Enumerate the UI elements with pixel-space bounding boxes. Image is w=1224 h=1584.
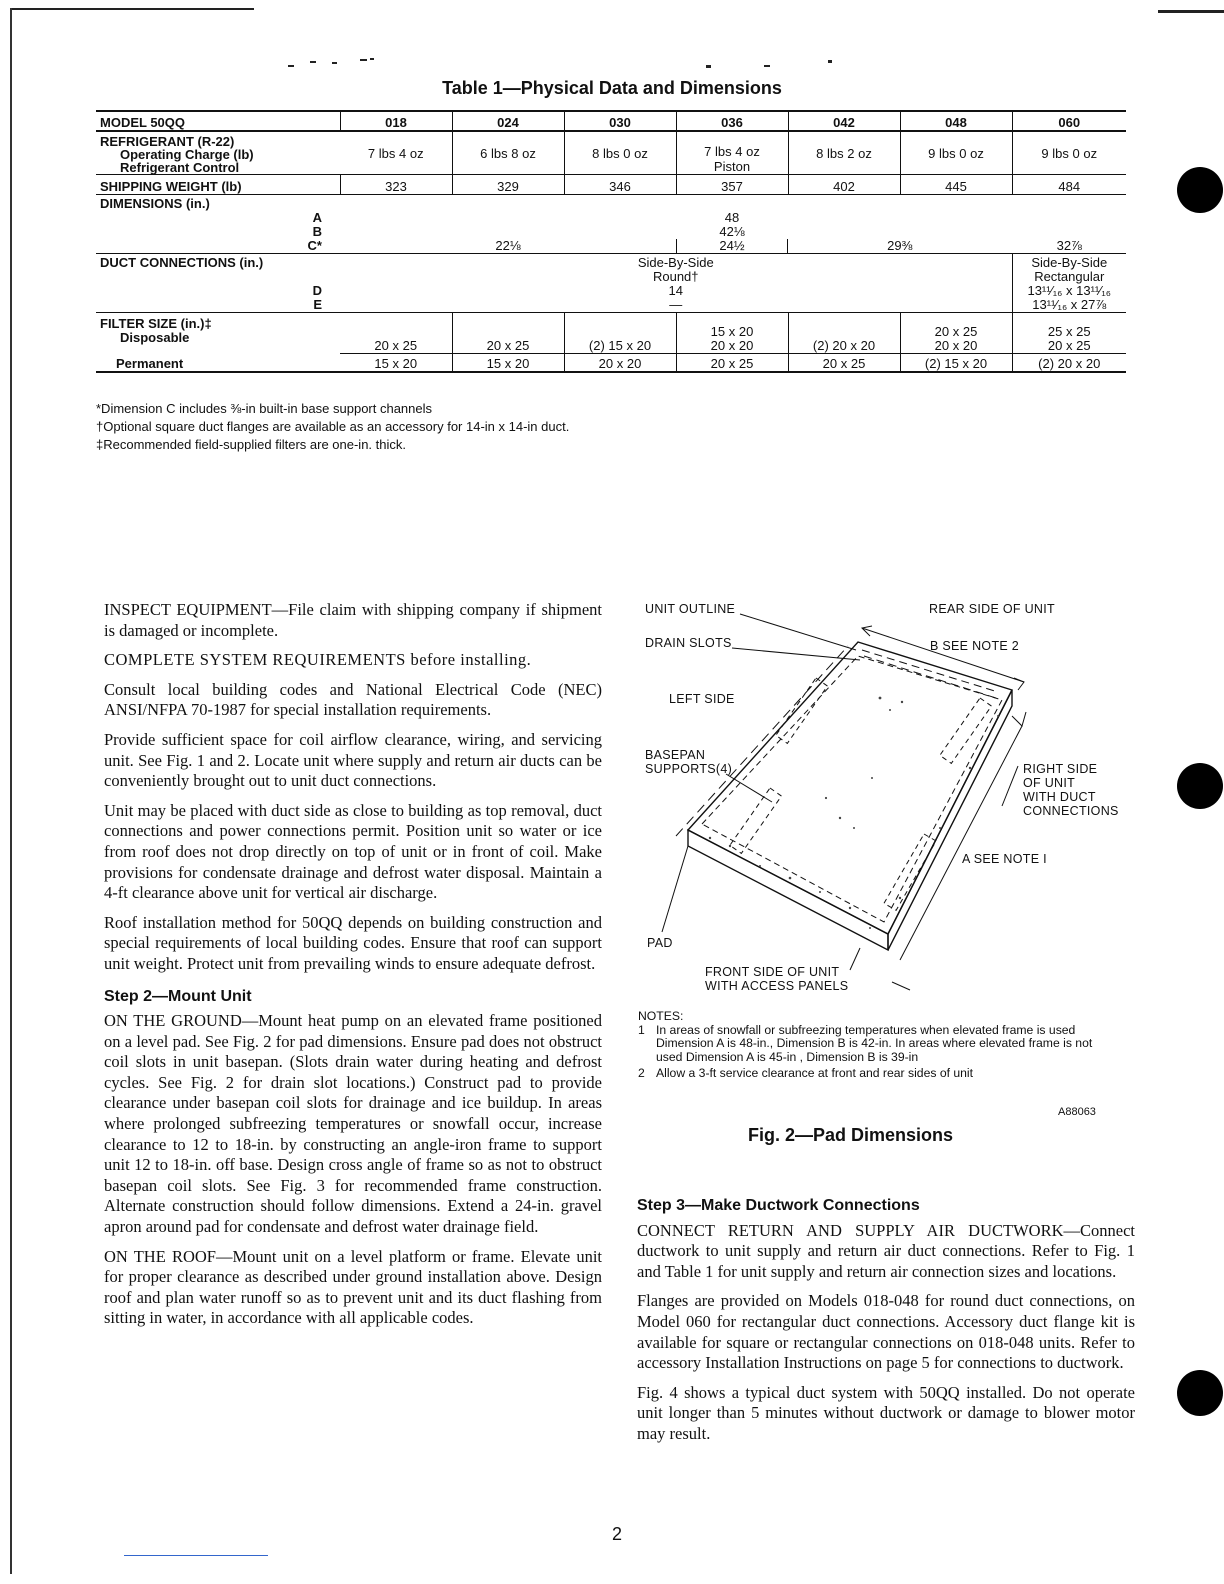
model-header: 030 xyxy=(564,111,676,131)
figure-code: A88063 xyxy=(1058,1106,1096,1118)
right-column xyxy=(637,1196,1135,1454)
provide-paragraph: Provide sufficient space for coil airflow clearance, wiring, and servicing unit. See Fig. 1 and 2. Locate unit where supply and return air ducts can be conveniently brought out to unit duct connections. xyxy=(104,729,602,791)
operating-charge-cell: 8 lbs 0 oz xyxy=(564,131,676,175)
label-basepan-supports: BASEPAN SUPPORTS(4) xyxy=(645,748,733,776)
scan-mark-top-right xyxy=(1158,10,1224,13)
filter-label-cell xyxy=(96,313,340,354)
shipping-weight-cell: 445 xyxy=(900,175,1012,195)
leader-right-side xyxy=(1002,766,1018,806)
refrigerant-row xyxy=(96,131,1126,175)
note-2-text: Allow a 3-ft service clearance at front and rear sides of unit xyxy=(656,1066,974,1080)
disposable-cell xyxy=(1012,313,1126,354)
model-label: MODEL 50QQ xyxy=(96,111,340,131)
pad-top-outline xyxy=(688,642,1012,934)
disposable-line2: 20 x 25 xyxy=(1047,338,1091,353)
model-header: 036 xyxy=(676,111,788,131)
operating-charge-label: Operating Charge (lb) xyxy=(120,147,254,162)
duct-label-cell xyxy=(96,254,340,313)
refrigerant-control-label: Refrigerant Control xyxy=(120,160,240,175)
duct-rect-d: 13¹¹⁄₁₆ x 13¹¹⁄₁₆ xyxy=(1027,283,1112,298)
shipping-weight-cell: 402 xyxy=(788,175,900,195)
leader-basepan xyxy=(726,774,772,802)
filter-disposable-row xyxy=(96,313,1126,354)
left-column xyxy=(104,600,602,1338)
operating-charge-cell xyxy=(676,131,788,175)
duct-row xyxy=(96,254,1126,313)
scan-mark-bottom-left xyxy=(124,1555,268,1556)
flanges-paragraph: Flanges are provided on Models 018-048 for round duct connections, on Model 060 for rectangular duct connections. Accessory duct flange kit is available for square or rectangular connections on 018-048 units. Refer to accessory Installation Instructions on page 5 for connections to ductwork. xyxy=(637,1291,1135,1373)
table-footnote: †Optional square duct flanges are available as an accessory for 14-in x 14-in duct. xyxy=(96,419,570,434)
duct-round-d: 14 xyxy=(668,283,683,298)
shipping-weight-cell: 323 xyxy=(340,175,452,195)
dim-a-value: 48 xyxy=(724,210,740,225)
note-2-number: 2 xyxy=(638,1066,645,1080)
disposable-cell xyxy=(676,313,788,354)
permanent-cell: 20 x 20 xyxy=(564,354,676,372)
disposable-cell xyxy=(452,313,564,354)
label-b-note: B SEE NOTE 2 xyxy=(930,639,1020,653)
figure-pad-dimensions xyxy=(640,598,1120,1068)
shipping-weight-row xyxy=(96,175,1126,195)
disposable-cell xyxy=(900,313,1012,354)
disposable-line1: 15 x 20 xyxy=(710,324,754,339)
table-title: Table 1—Physical Data and Dimensions xyxy=(442,78,782,98)
disposable-line2: 20 x 25 xyxy=(486,338,530,353)
duct-letter-e: E xyxy=(313,297,322,312)
disposable-line2: (2) 20 x 20 xyxy=(812,338,876,353)
drain-slots-rear xyxy=(862,650,998,692)
filter-label: FILTER SIZE (in.)‡ xyxy=(100,316,212,331)
permanent-cell: (2) 15 x 20 xyxy=(900,354,1012,372)
figure-notes xyxy=(638,1010,1118,1081)
dim-c-018-030: 22⅛ xyxy=(340,195,676,254)
basepan-support xyxy=(776,678,828,743)
unit-outline-dashed xyxy=(702,656,1002,922)
scan-border-top xyxy=(10,8,254,10)
label-right-side: RIGHT SIDE OF UNIT WITH DUCT CONNECTIONS xyxy=(1023,762,1119,818)
physical-data-table xyxy=(96,110,1126,373)
scan-border-left xyxy=(10,8,12,1574)
shipping-weight-cell: 346 xyxy=(564,175,676,195)
permanent-cell: 15 x 20 xyxy=(340,354,452,372)
complete-paragraph: COMPLETE SYSTEM REQUIREMENTS before installing. xyxy=(104,650,532,670)
basepan-support xyxy=(730,788,782,853)
dim-c-042-048: 29⅜ xyxy=(788,195,1012,254)
duct-round-line1: Side-By-Side xyxy=(637,255,714,270)
pad-front-face xyxy=(688,830,888,950)
label-a-note: A SEE NOTE I xyxy=(962,852,1047,866)
dim-c-036: 24½ xyxy=(676,239,788,253)
disposable-line2: 20 x 20 xyxy=(934,338,978,353)
duct-letter-d: D xyxy=(312,283,322,298)
permanent-cell: (2) 20 x 20 xyxy=(1012,354,1126,372)
pad-right-face xyxy=(888,690,1012,950)
disposable-line1: 25 x 25 xyxy=(1047,324,1091,339)
duct-round-line2: Round† xyxy=(652,269,699,284)
model-header: 048 xyxy=(900,111,1012,131)
note-1-number: 1 xyxy=(638,1022,645,1037)
notes-heading: NOTES: xyxy=(638,1009,684,1023)
note-1 xyxy=(638,1024,1118,1065)
disposable-cell xyxy=(788,313,900,354)
refrigerant-control-value: Piston xyxy=(713,159,751,174)
page-number: 2 xyxy=(612,1524,623,1544)
scan-specks xyxy=(280,55,860,75)
label-unit-outline: UNIT OUTLINE xyxy=(645,602,736,616)
operating-charge-cell: 7 lbs 4 oz xyxy=(367,145,424,161)
on-roof-paragraph: ON THE ROOF—Mount unit on a level platform or frame. Elevate unit for proper clearance as described under ground installation above. Design roof and plan water runoff so as to prevent unit and its duct flashing from sitting in water, in accordance with all applicable codes. xyxy=(104,1246,602,1328)
label-left-side: LEFT SIDE xyxy=(669,692,735,706)
dimension-b-line xyxy=(862,628,1024,682)
dim-letter-b: B xyxy=(312,224,322,239)
refrigerant-label: REFRIGERANT (R-22) xyxy=(100,134,235,149)
dim-a-b-c-036-cell xyxy=(676,195,788,254)
step3-heading: Step 3—Make Ductwork Connections xyxy=(637,1197,920,1214)
step2-heading: Step 2—Mount Unit xyxy=(104,987,252,1005)
dimensions-label-cell xyxy=(96,195,340,254)
operating-charge-cell: 9 lbs 0 oz xyxy=(1012,131,1126,175)
dim-letter-c: C* xyxy=(307,238,322,253)
label-pad: PAD xyxy=(647,936,673,950)
permanent-cell: 15 x 20 xyxy=(452,354,564,372)
binder-hole-top xyxy=(1177,167,1223,213)
leader-pad xyxy=(662,846,688,932)
dimensions-row xyxy=(96,195,1126,254)
dim-b-value: 42⅛ xyxy=(719,224,745,239)
model-header: 024 xyxy=(452,111,564,131)
consult-paragraph: Consult local building codes and National Electrical Code (NEC) ANSI/NFPA 70-1987 for special installation requirements. xyxy=(104,679,602,720)
disposable-label: Disposable xyxy=(120,330,190,345)
fig4-paragraph: Fig. 4 shows a typical duct system with 50QQ installed. Do not operate unit longer than 5 minutes without ductwork or damage to blower motor may result. xyxy=(637,1382,1135,1443)
note-1-text: In areas of snowfall or subfreezing temperatures when elevated frame is used Dimension A is 48-in., Dimension B is 42-in. In areas where elevated frame is not used Dimension A is 45-in , Dimension B is 39-in xyxy=(656,1022,1093,1064)
binder-hole-middle xyxy=(1177,763,1223,809)
permanent-cell: 20 x 25 xyxy=(788,354,900,372)
roof-method-paragraph: Roof installation method for 50QQ depends on building construction and special requirements of local building codes. Ensure that roof can support unit weight. Protect unit from prevailing winds to ensure adequate defrost. xyxy=(104,912,602,973)
duct-rect-line1: Side-By-Side xyxy=(1031,255,1108,270)
figure-caption: Fig. 2—Pad Dimensions xyxy=(748,1125,954,1145)
disposable-line2: 20 x 20 xyxy=(710,338,754,353)
operating-charge-cell: 6 lbs 8 oz xyxy=(452,131,564,175)
table-footnote: ‡Recommended field-supplied filters are one-in. thick. xyxy=(96,437,406,452)
dimension-a-line xyxy=(900,726,1022,960)
shipping-weight-cell: 357 xyxy=(676,175,788,195)
table-footnote: *Dimension C includes ⅜-in built-in base support channels xyxy=(96,401,433,416)
permanent-label: Permanent xyxy=(96,354,340,372)
shipping-weight-cell: 484 xyxy=(1012,175,1126,195)
disposable-cell xyxy=(340,313,452,354)
inspect-paragraph: INSPECT EQUIPMENT—File claim with shipping company if shipment is damaged or incomplete. xyxy=(104,600,602,640)
dim-c-060: 32⅞ xyxy=(1012,195,1126,254)
operating-charge-cell: 8 lbs 2 oz xyxy=(788,131,900,175)
operating-charge-value: 7 lbs 4 oz xyxy=(704,144,760,159)
dim-letter-a: A xyxy=(312,210,322,225)
duct-rect-line2: Rectangular xyxy=(1034,269,1105,284)
label-drain-slots: DRAIN SLOTS xyxy=(645,636,732,650)
dimensions-label: DIMENSIONS (in.) xyxy=(100,196,210,211)
note-2 xyxy=(638,1067,1118,1081)
basepan-support xyxy=(940,698,992,763)
duct-rect-e: 13¹¹⁄₁₆ x 27⅞ xyxy=(1032,297,1107,312)
placement-paragraph: Unit may be placed with duct side as close to building as top removal, duct connections and power connections permit. Position unit so water or ice from roof does not drop directly on top of unit or in front of coil. Make provisions for condensate drainage and defrost water disposal. Maintain a 4-ft clearance above unit for vertical air discharge. xyxy=(104,800,602,903)
filter-permanent-row xyxy=(96,354,1126,372)
binder-hole-bottom xyxy=(1177,1370,1223,1416)
shipping-weight-cell: 329 xyxy=(452,175,564,195)
duct-rect-cell xyxy=(1012,254,1126,313)
duct-round-e: — xyxy=(669,297,683,312)
label-front-side: FRONT SIDE OF UNIT WITH ACCESS PANELS xyxy=(705,965,849,993)
duct-label: DUCT CONNECTIONS (in.) xyxy=(100,255,264,270)
disposable-line2: 20 x 25 xyxy=(374,338,418,353)
leader-front xyxy=(850,948,860,970)
shipping-weight-label: SHIPPING WEIGHT (lb) xyxy=(96,175,340,195)
disposable-line2: (2) 15 x 20 xyxy=(588,338,652,353)
on-ground-paragraph: ON THE GROUND—Mount heat pump on an elevated frame positioned on a level pad. See Fig. 2 for pad dimensions. Ensure pad does not obstruct coil slots in unit basepan. (Slots drain water during heating and defrost cycles. See Fig. 2 for drain slot locations.) Construct pad to provide clearance under basepan coil slots for drainage and ice buildup. In areas where prolonged subfreezing temperatures or snowfall occur, increase clearance to 12 to 18-in. by constructing an angle-iron frame to support unit 12 to 18-in. off base. Design cross angle of frame so as not to obstruct basepan coil slots. See Fig. 3 for recommended frame construction. Alternate construction should follow dimensions. Extend a 24-in. gravel apron around pad for condensate and defrost water drainage field. xyxy=(104,1011,602,1237)
disposable-line1: 20 x 25 xyxy=(934,324,978,339)
label-rear-side: REAR SIDE OF UNIT xyxy=(929,602,1055,616)
model-header: 060 xyxy=(1012,111,1126,131)
permanent-cell: 20 x 25 xyxy=(676,354,788,372)
table-header-row xyxy=(96,111,1126,131)
refrigerant-label-cell xyxy=(96,131,340,175)
operating-charge-cell: 9 lbs 0 oz xyxy=(900,131,1012,175)
disposable-cell xyxy=(564,313,676,354)
connect-paragraph: CONNECT RETURN AND SUPPLY AIR DUCTWORK—Connect ductwork to unit supply and return air duct connections. Refer to Fig. 1 and Table 1 for unit supply and return air connection sizes and locations. xyxy=(637,1220,1135,1281)
model-header: 042 xyxy=(788,111,900,131)
leader-unit-outline xyxy=(740,614,856,650)
duct-round-cell xyxy=(340,254,1012,313)
model-header: 018 xyxy=(340,111,452,131)
